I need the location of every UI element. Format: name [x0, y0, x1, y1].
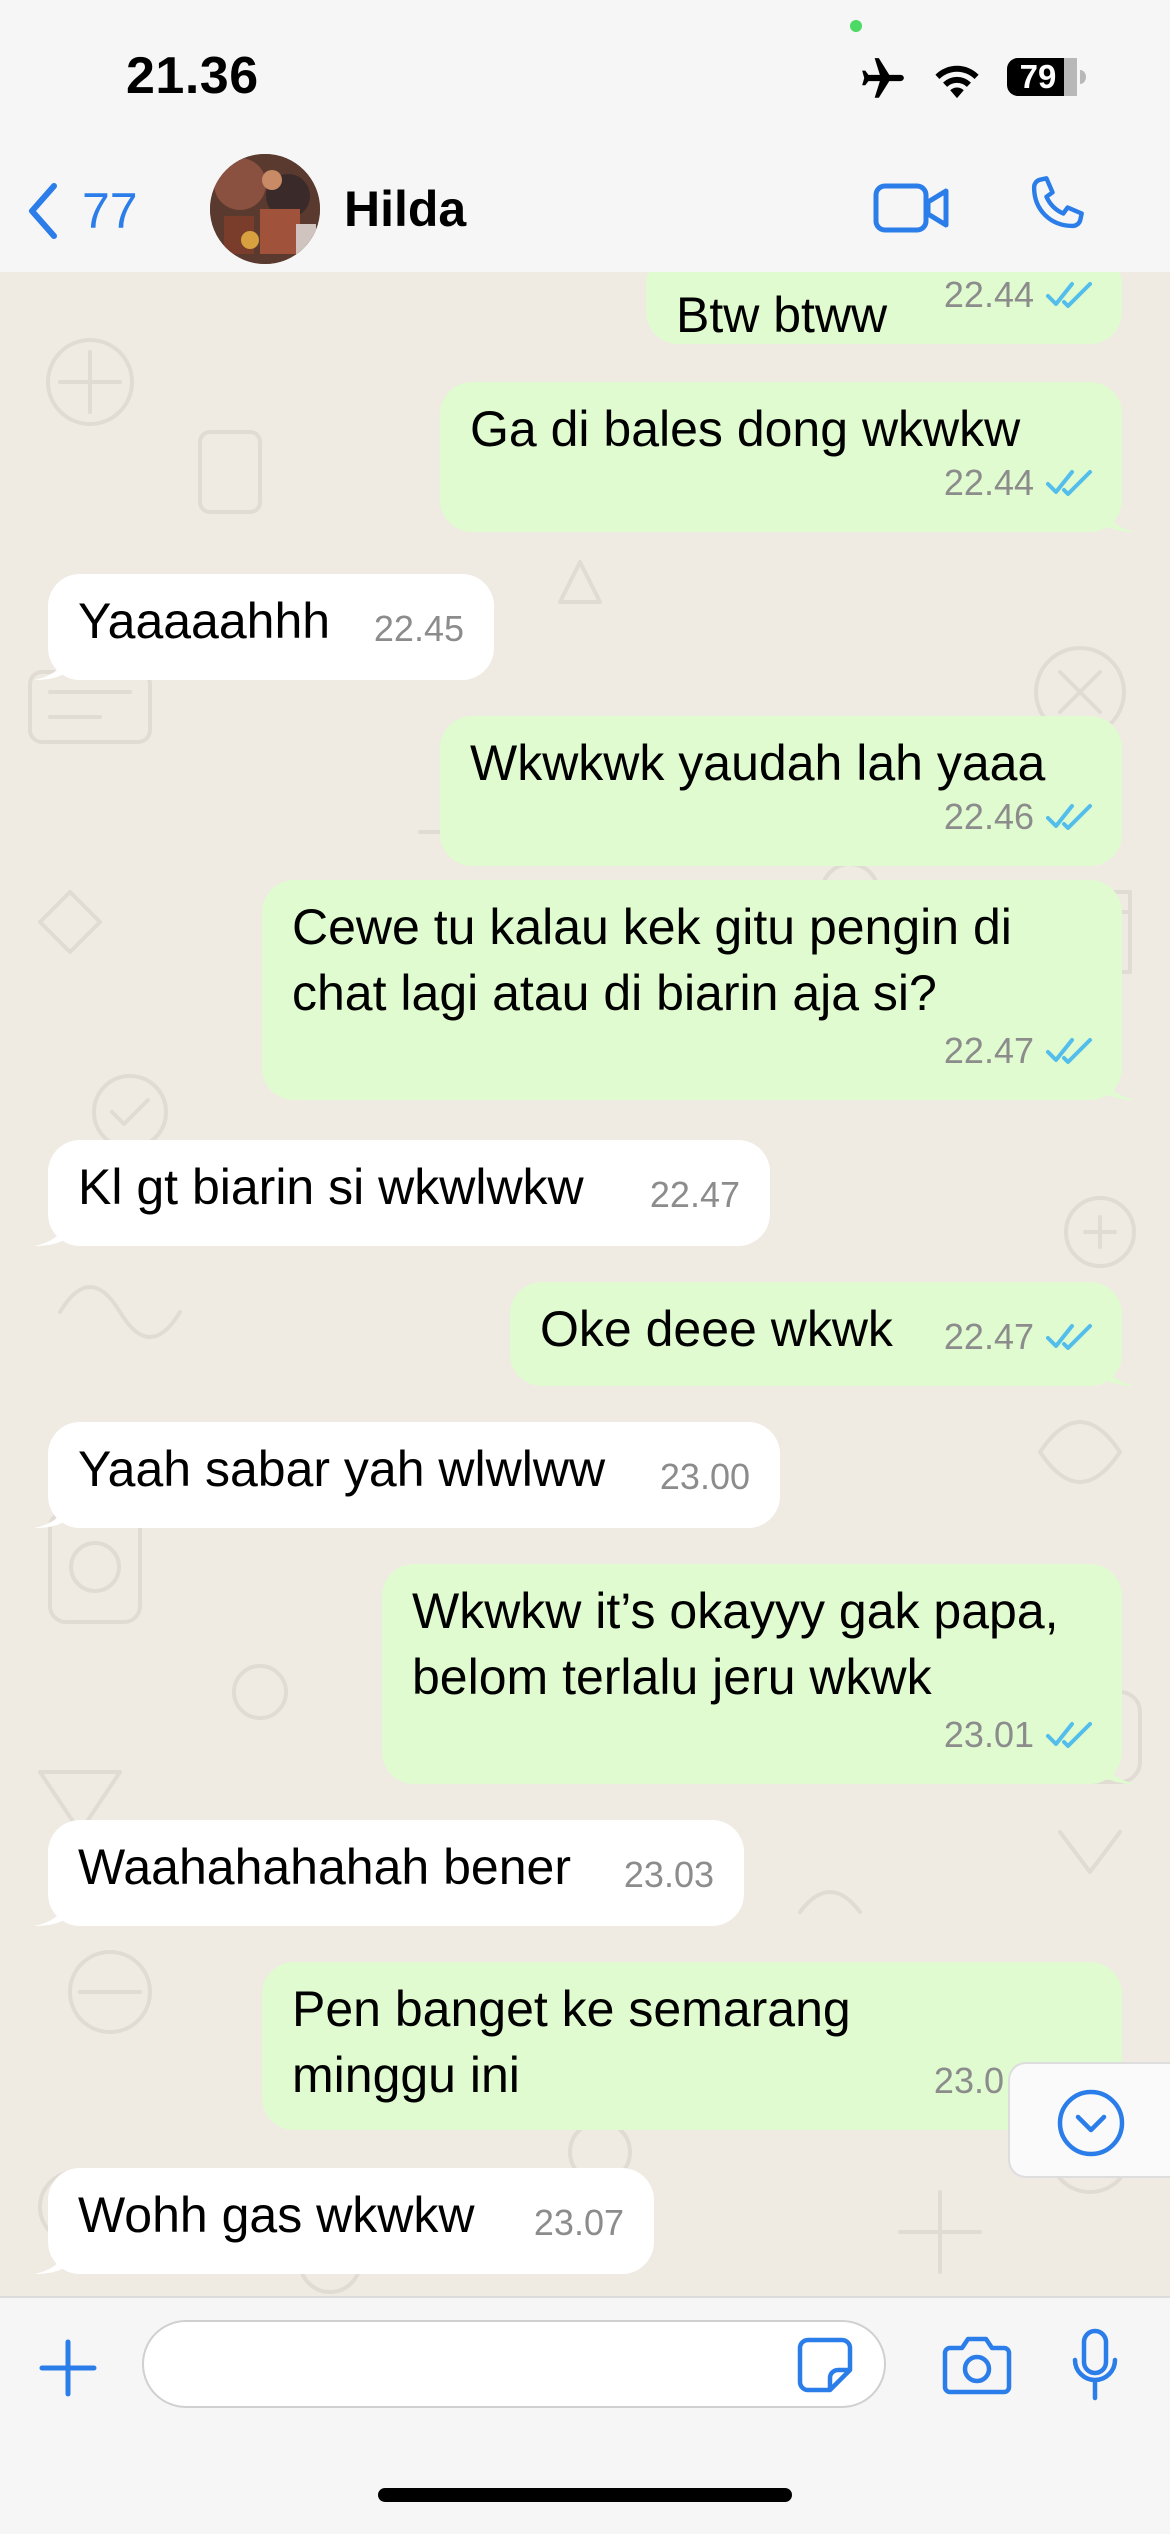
bubble-tail	[1100, 1350, 1136, 1386]
message-time: 23.01	[943, 1714, 1034, 1755]
camera-in-use-indicator	[850, 20, 862, 32]
message-text: Btw btww	[676, 287, 888, 343]
message-incoming[interactable]	[48, 574, 494, 680]
bubble-tail	[1100, 1748, 1136, 1784]
read-ticks-icon	[1046, 1036, 1096, 1066]
message-meta	[944, 1304, 1096, 1370]
airplane-icon	[856, 54, 910, 104]
message-time: 22.44	[943, 274, 1034, 315]
message-meta	[624, 1842, 714, 1908]
message-text: Ga di bales dong wkwkw	[470, 401, 1021, 457]
message-meta	[660, 1444, 750, 1510]
chevron-down-icon	[1056, 2088, 1126, 2158]
message-outgoing[interactable]	[262, 880, 1122, 1100]
message-meta	[944, 272, 1096, 328]
message-time: 22.47	[649, 1174, 740, 1215]
message-meta	[944, 1702, 1096, 1768]
status-time: 21.36	[126, 47, 259, 105]
battery-percent: 79	[1019, 58, 1057, 95]
message-incoming[interactable]	[48, 1820, 744, 1926]
message-text: Yaah sabar yah wlwlww	[78, 1441, 606, 1497]
message-meta	[934, 2048, 1004, 2114]
bubble-tail	[1100, 1064, 1136, 1100]
message-time: 22.47	[943, 1030, 1034, 1071]
bubble-tail	[34, 1890, 70, 1926]
message-meta	[944, 1018, 1096, 1084]
message-incoming[interactable]	[48, 2168, 654, 2274]
message-outgoing[interactable]	[440, 716, 1122, 866]
message-input[interactable]	[142, 2320, 886, 2408]
read-ticks-icon	[1046, 468, 1096, 498]
message-text: Wohh gas wkwkw	[78, 2187, 475, 2243]
message-meta	[534, 2190, 624, 2256]
message-time: 22.44	[943, 462, 1034, 503]
message-list[interactable]	[0, 272, 1170, 2296]
contact-name[interactable]: Hilda	[344, 181, 467, 237]
scroll-to-bottom-button[interactable]	[1008, 2062, 1170, 2178]
message-time: 23.0	[933, 2060, 1004, 2101]
video-call-icon[interactable]	[872, 178, 952, 238]
message-time: 22.45	[373, 608, 464, 649]
chat-header	[0, 150, 1170, 274]
message-time: 23.07	[533, 2202, 624, 2243]
home-indicator[interactable]	[378, 2488, 792, 2502]
message-text: Cewe tu kalau kek gitu pengin di chat lagi atau di biarin aja si?	[292, 899, 1012, 1021]
message-meta	[944, 784, 1096, 850]
message-time: 23.03	[623, 1854, 714, 1895]
message-incoming[interactable]	[48, 1422, 780, 1528]
message-text: Waahahahahah bener	[78, 1839, 571, 1895]
avatar[interactable]	[210, 154, 320, 264]
read-ticks-icon	[1046, 1720, 1096, 1750]
message-text: Wkwkwk yaudah lah yaaa	[470, 735, 1046, 791]
message-text: Kl gt biarin si wkwlwkw	[78, 1159, 584, 1215]
read-ticks-icon	[1046, 802, 1096, 832]
message-time: 22.47	[943, 1316, 1034, 1357]
bubble-tail	[34, 1492, 70, 1528]
sticker-icon[interactable]	[796, 2336, 854, 2394]
message-text: Pen banget ke semarang minggu ini	[292, 1981, 851, 2103]
bubble-tail	[34, 1210, 70, 1246]
back-button[interactable]	[26, 178, 138, 244]
message-meta	[650, 1162, 740, 1228]
message-text: Wkwkw it’s okayyy gak papa, belom terlalu jeru wkwk	[412, 1583, 1059, 1705]
wifi-icon	[930, 58, 984, 100]
unread-count: 77	[82, 183, 138, 239]
bubble-tail	[34, 2238, 70, 2274]
read-ticks-icon	[1046, 1322, 1096, 1352]
bubble-tail	[1100, 496, 1136, 532]
message-outgoing[interactable]	[510, 1282, 1122, 1386]
message-time: 22.46	[943, 796, 1034, 837]
read-ticks-icon	[1046, 280, 1096, 310]
phone-call-icon[interactable]	[1022, 172, 1088, 238]
message-meta	[374, 596, 464, 662]
message-outgoing[interactable]	[382, 1564, 1122, 1784]
bubble-tail	[34, 644, 70, 680]
message-time: 23.00	[659, 1456, 750, 1497]
status-bar	[0, 0, 1170, 150]
microphone-icon[interactable]	[1070, 2328, 1120, 2402]
back-chevron-icon	[26, 182, 60, 240]
plus-icon[interactable]	[36, 2336, 100, 2400]
message-outgoing[interactable]	[262, 1962, 1122, 2130]
message-text: Oke deee wkwk	[540, 1301, 893, 1357]
message-text: Yaaaaahhh	[78, 593, 331, 649]
message-outgoing[interactable]	[646, 272, 1122, 344]
message-outgoing[interactable]	[440, 382, 1122, 532]
message-meta	[944, 450, 1096, 516]
message-incoming[interactable]	[48, 1140, 770, 1246]
camera-icon[interactable]	[942, 2334, 1012, 2396]
